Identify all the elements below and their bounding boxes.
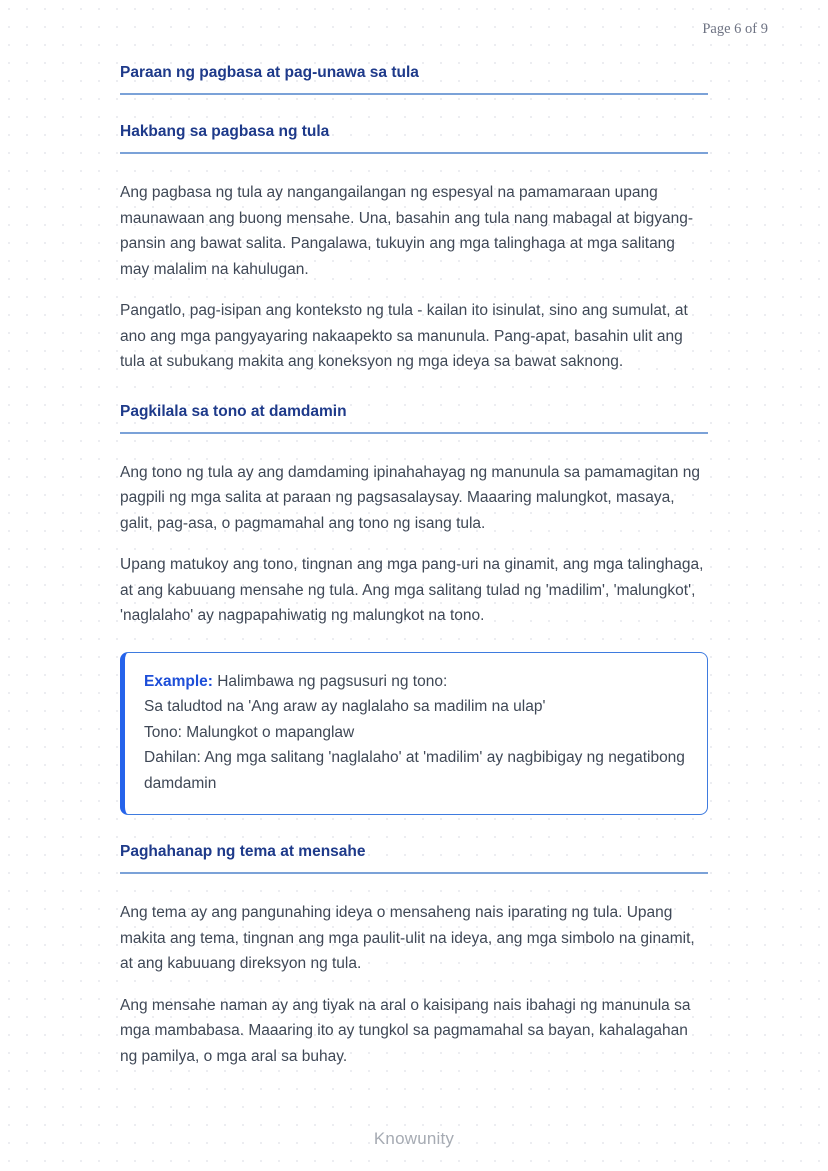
example-box <box>120 652 708 816</box>
paragraph: Ang mensahe naman ay ang tiyak na aral o kaisipang nais ibahagi ng manunula sa mga mambabasa. Maaaring ito ay tungkol sa pagmamahal sa bayan, kahalagahan ng pamilya, o mga aral sa buhay. <box>120 996 691 1065</box>
paragraph: Ang tema ay ang pangunahing ideya o mensaheng nais iparating ng tula. Upang makita ang tema, tingnan ang mga paulit-ulit na ideya, ang mga simbolo na ginamit, at ang kabuuang direksyon ng tula. <box>120 904 695 972</box>
paragraph: Upang matukoy ang tono, tingnan ang mga pang-uri na ginamit, ang mga talinghaga, at ang kabuuang mensahe ng tula. Ang mga salitang tulad ng 'madilim', 'malungkot', 'naglalaho' ay nagpapahiwatig ng malungkot na tono. <box>120 556 704 624</box>
section-heading: Pagkilala sa tono at damdamin <box>120 403 708 434</box>
page-footer <box>0 1129 828 1149</box>
section-heading: Paraan ng pagbasa at pag-unawa sa tula <box>120 64 708 95</box>
paragraph: Ang tono ng tula ay ang damdaming ipinahahayag ng manunula sa pamamagitan ng pagpili ng mga salita at paraan ng pagsasalaysay. Maaaring malungkot, masaya, galit, pag-asa, o pagmamahal ang tono ng isang tula. <box>120 463 700 532</box>
example-line: Example: Halimbawa ng pagsusuri ng tono: <box>144 672 448 690</box>
footer-brand: Knowunity <box>373 1129 455 1148</box>
document-content <box>0 64 828 1069</box>
page-header <box>0 0 828 38</box>
example-line: Sa taludtod na 'Ang araw ay naglalaho sa madilim na ulap' <box>144 698 546 715</box>
example-line: Tono: Malungkot o mapanglaw <box>144 723 355 741</box>
page-indicator: Page 6 of 9 <box>702 21 768 37</box>
paragraph: Ang pagbasa ng tula ay nangangailangan ng espesyal na pamamaraan upang maunawaan ang buong mensahe. Una, basahin ang tula nang mabagal at bigyang-pansin ang bawat salita. Pangalawa, tukuyin ang mga talinghaga at mga salitang may malalim na kahulugan. <box>120 184 694 278</box>
example-line: Dahilan: Ang mga salitang 'naglalaho' at 'madilim' ay nagbibigay ng negatibong damdamin <box>144 749 685 792</box>
section-heading: Hakbang sa pagbasa ng tula <box>120 123 708 154</box>
section-heading: Paghahanap ng tema at mensahe <box>120 843 708 874</box>
example-label: Example: <box>144 672 213 690</box>
paragraph: Pangatlo, pag-isipan ang konteksto ng tula - kailan ito isinulat, sino ang sumulat, at ano ang mga pangyayaring nakaapekto sa manunula. Pang-apat, basahin ulit ang tula at subukang makita ang koneksyon ng mga ideya sa bawat saknong. <box>120 302 688 370</box>
